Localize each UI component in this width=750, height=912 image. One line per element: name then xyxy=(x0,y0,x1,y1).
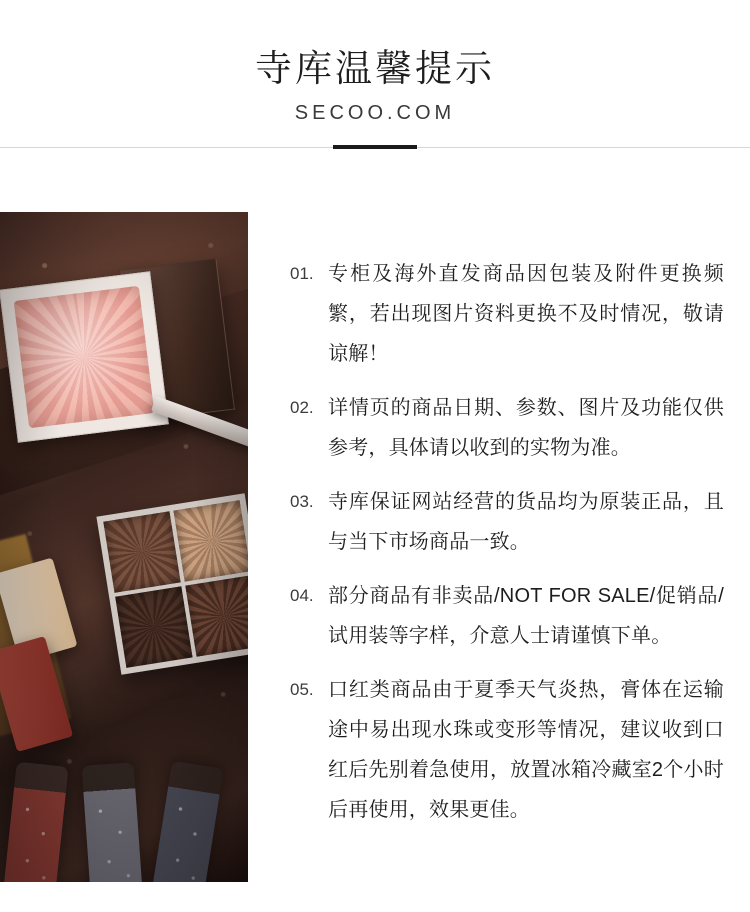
cosmetics-flatlay-image xyxy=(0,212,248,882)
list-item-text: 部分商品有非卖品/NOT FOR SALE/促销品/试用装等字样，介意人士请谨慎下单。 xyxy=(328,585,724,647)
page-header xyxy=(0,0,750,150)
lip-gloss-tube xyxy=(82,762,143,882)
list-item xyxy=(290,388,724,468)
list-item-text: 寺库保证网站经营的货品均为原装正品，且与当下市场商品一致。 xyxy=(328,491,724,553)
list-item xyxy=(290,254,724,374)
list-item-index: 02. xyxy=(290,398,314,417)
list-item-index: 04. xyxy=(290,586,314,605)
eyeshadow-pan xyxy=(173,500,248,582)
eyeshadow-quad-palette xyxy=(96,493,248,674)
list-item-text: 口红类商品由于夏季天气炎热，膏体在运输途中易出现水珠或变形等情况，建议收到口红后先别着急使用，放置冰箱冷藏室2个小时后再使用，效果更佳。 xyxy=(328,679,724,821)
header-divider-accent xyxy=(333,145,417,149)
notice-content xyxy=(0,212,750,912)
eyeshadow-pan xyxy=(103,511,180,593)
page-title: 寺库温馨提示 xyxy=(255,48,495,89)
brand-domain: SECOO.COM xyxy=(294,102,456,125)
eyeshadow-pan xyxy=(185,575,248,657)
list-item xyxy=(290,576,724,656)
gloss-sparkle xyxy=(83,788,142,882)
list-item xyxy=(290,482,724,562)
header-divider xyxy=(0,145,750,150)
list-item xyxy=(290,670,724,830)
list-item-text: 专柜及海外直发商品因包装及附件更换频繁，若出现图片资料更换不及时情况，敬请谅解！ xyxy=(328,263,724,365)
list-item-index: 01. xyxy=(290,264,314,283)
list-item-index: 05. xyxy=(290,680,314,699)
list-item-text: 详情页的商品日期、参数、图片及功能仅供参考，具体请以收到的实物为准。 xyxy=(328,397,724,459)
notice-list xyxy=(248,212,750,844)
eyeshadow-pan xyxy=(115,586,192,668)
blush-pan xyxy=(14,286,155,428)
gloss-sparkle xyxy=(3,787,65,882)
list-item-index: 03. xyxy=(290,492,314,511)
blush-compact xyxy=(0,271,169,442)
